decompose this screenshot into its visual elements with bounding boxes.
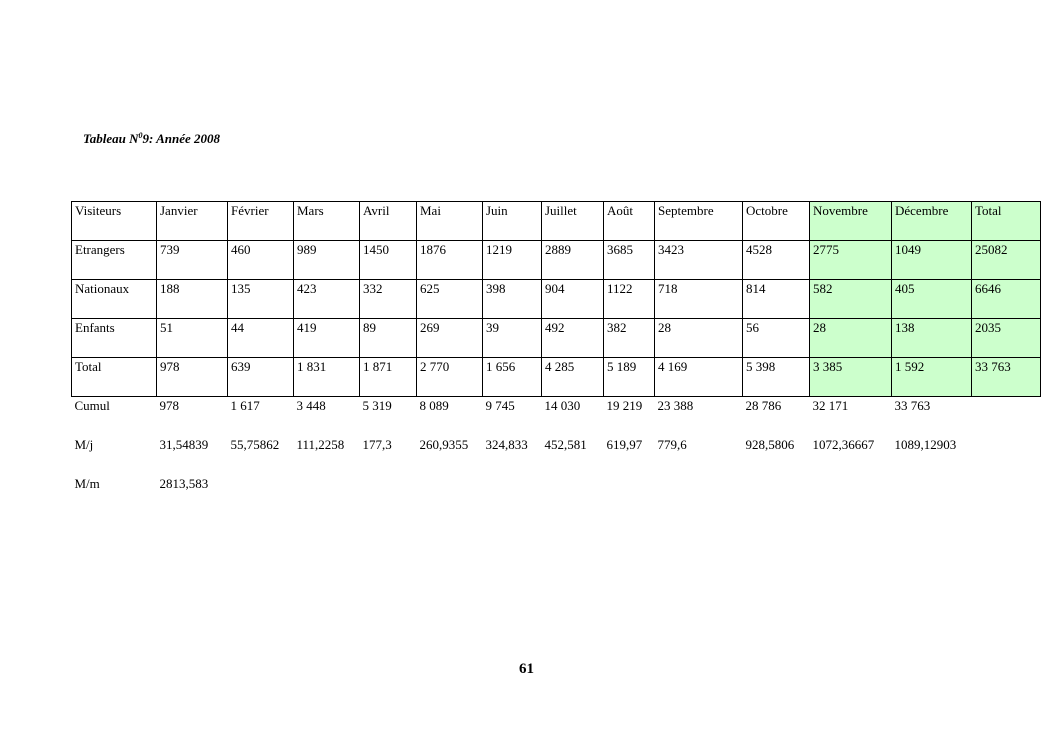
summary-row xyxy=(72,397,1041,436)
table-cell: 6646 xyxy=(972,280,1041,319)
table-cell: 625 xyxy=(417,280,483,319)
table-cell: 928,5806 xyxy=(745,436,795,452)
table-cell: Mars xyxy=(294,202,360,241)
table-cell: 452,581 xyxy=(544,436,587,452)
table-cell: 1072,36667 xyxy=(812,436,875,452)
table-row xyxy=(72,241,1041,280)
row-label-cell: Nationaux xyxy=(72,280,157,319)
table-cell: 460 xyxy=(228,241,294,280)
table-cell xyxy=(810,475,892,514)
table-cell: Avril xyxy=(360,202,417,241)
table-cell: 33 763 xyxy=(894,398,931,413)
table-cell: 2889 xyxy=(542,241,604,280)
table-cell: 138 xyxy=(892,319,972,358)
table-cell: 4528 xyxy=(743,241,810,280)
table-cell: Novembre xyxy=(810,202,892,241)
table-cell: 1 592 xyxy=(892,358,972,397)
table-header-row xyxy=(72,202,1041,241)
caption-suffix: 9: Année 2008 xyxy=(142,131,221,146)
table-cell xyxy=(972,475,1041,514)
table-cell: 1089,12903 xyxy=(894,436,957,452)
table-cell: 269 xyxy=(417,319,483,358)
table-cell: 33 763 xyxy=(972,358,1041,397)
table-cell: 978 xyxy=(157,358,228,397)
table-cell: Décembre xyxy=(892,202,972,241)
row-label-cell: Etrangers xyxy=(72,241,157,280)
table-cell: Septembre xyxy=(655,202,743,241)
table-cell xyxy=(972,436,1041,475)
table-caption xyxy=(83,131,220,147)
table-cell: 639 xyxy=(228,358,294,397)
table-cell xyxy=(360,475,417,514)
caption-superscript: 0 xyxy=(138,131,143,140)
table-cell: 582 xyxy=(810,280,892,319)
table-cell: Février xyxy=(228,202,294,241)
table-cell xyxy=(604,475,655,514)
table-cell: 28 xyxy=(655,319,743,358)
table-cell: 324,833 xyxy=(485,436,528,452)
table-cell: Total xyxy=(972,202,1041,241)
table-cell: 779,6 xyxy=(657,436,687,452)
table-cell: 55,75862 xyxy=(230,436,280,452)
table-cell xyxy=(483,475,542,514)
summary-row xyxy=(72,436,1041,475)
table-cell: 1 617 xyxy=(230,398,260,413)
table-cell: 31,54839 xyxy=(159,436,209,452)
table-cell: 1122 xyxy=(604,280,655,319)
table-row xyxy=(72,280,1041,319)
table-cell: 5 189 xyxy=(604,358,655,397)
table-cell: 25082 xyxy=(972,241,1041,280)
table-cell: 814 xyxy=(743,280,810,319)
table-cell: 14 030 xyxy=(544,398,581,413)
table-cell xyxy=(542,475,604,514)
table-cell xyxy=(972,397,1041,436)
table-cell: 4 169 xyxy=(655,358,743,397)
row-label-cell: Enfants xyxy=(72,319,157,358)
table-cell: 1 871 xyxy=(360,358,417,397)
table-cell: Mai xyxy=(417,202,483,241)
table-cell: 177,3 xyxy=(362,436,392,452)
table-cell: 3 385 xyxy=(810,358,892,397)
table-cell: 419 xyxy=(294,319,360,358)
table-cell: 739 xyxy=(157,241,228,280)
table-cell: 2035 xyxy=(972,319,1041,358)
table-cell: 405 xyxy=(892,280,972,319)
table-cell: Juin xyxy=(483,202,542,241)
table-cell xyxy=(228,475,294,514)
table-cell: 2775 xyxy=(810,241,892,280)
table-cell xyxy=(294,475,360,514)
table-cell: 111,2258 xyxy=(296,436,345,452)
table-cell: 2813,583 xyxy=(159,475,209,491)
table-cell: 619,97 xyxy=(606,436,643,452)
table-cell: Juillet xyxy=(542,202,604,241)
table-cell: 5 398 xyxy=(743,358,810,397)
table-cell: 332 xyxy=(360,280,417,319)
table-cell: 1 831 xyxy=(294,358,360,397)
row-label-cell: Visiteurs xyxy=(72,202,157,241)
table-cell: 1450 xyxy=(360,241,417,280)
table-cell: 188 xyxy=(157,280,228,319)
table-cell: 8 089 xyxy=(419,398,449,413)
table-cell: 1 656 xyxy=(483,358,542,397)
table-cell: 423 xyxy=(294,280,360,319)
table-cell: 28 786 xyxy=(745,398,782,413)
table-cell: Janvier xyxy=(157,202,228,241)
table-cell xyxy=(892,475,972,514)
table-cell: Août xyxy=(604,202,655,241)
table-cell: 382 xyxy=(604,319,655,358)
table-cell: 89 xyxy=(360,319,417,358)
table-row xyxy=(72,319,1041,358)
table-cell: 39 xyxy=(483,319,542,358)
table-cell: 718 xyxy=(655,280,743,319)
table-cell: 9 745 xyxy=(485,398,515,413)
table-cell: 56 xyxy=(743,319,810,358)
row-label-cell: M/j xyxy=(74,436,94,452)
table-cell: 978 xyxy=(159,398,179,413)
table-cell: 19 219 xyxy=(606,398,643,413)
table-cell: Octobre xyxy=(743,202,810,241)
table-cell: 904 xyxy=(542,280,604,319)
summary-row xyxy=(72,475,1041,514)
row-label-cell: M/m xyxy=(74,475,100,491)
table-cell: 44 xyxy=(228,319,294,358)
table-cell: 2 770 xyxy=(417,358,483,397)
visitors-table xyxy=(71,201,1041,514)
row-label-cell: Total xyxy=(72,358,157,397)
table-cell: 3423 xyxy=(655,241,743,280)
table-row xyxy=(72,358,1041,397)
table-cell xyxy=(417,475,483,514)
caption-prefix: Tableau N xyxy=(83,131,139,146)
table-cell: 989 xyxy=(294,241,360,280)
table-cell: 28 xyxy=(810,319,892,358)
table-cell: 260,9355 xyxy=(419,436,469,452)
table-cell: 32 171 xyxy=(812,398,849,413)
table-cell: 1219 xyxy=(483,241,542,280)
table-cell: 23 388 xyxy=(657,398,694,413)
table-cell: 3 448 xyxy=(296,398,326,413)
table-cell xyxy=(655,475,743,514)
table-cell: 1049 xyxy=(892,241,972,280)
page-number: 61 xyxy=(519,661,534,677)
table-cell: 3685 xyxy=(604,241,655,280)
table-cell: 4 285 xyxy=(542,358,604,397)
table-cell: 135 xyxy=(228,280,294,319)
row-label-cell: Cumul xyxy=(74,398,110,413)
table-cell: 5 319 xyxy=(362,398,392,413)
table-cell: 51 xyxy=(157,319,228,358)
table-cell: 492 xyxy=(542,319,604,358)
table-cell xyxy=(743,475,810,514)
table-cell: 1876 xyxy=(417,241,483,280)
table-cell: 398 xyxy=(483,280,542,319)
